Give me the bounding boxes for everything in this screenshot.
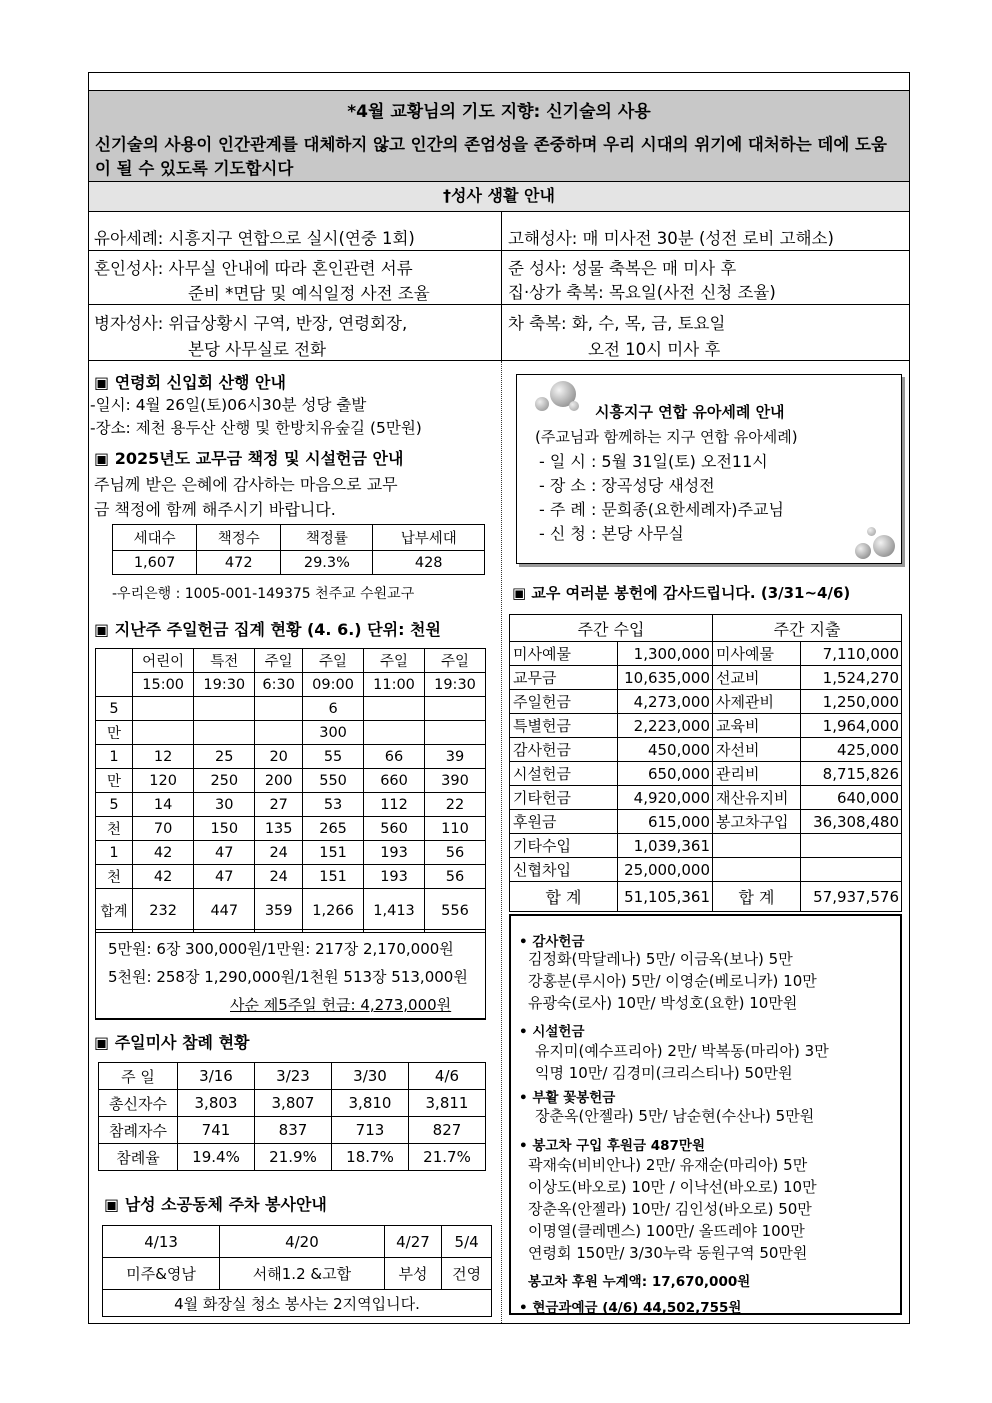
collection-cell [364,721,425,745]
dues-value: 472 [197,551,281,575]
collection-cell [425,697,486,721]
blessing-info-line1: 준 성사: 성물 축복은 매 미사 후 [508,259,737,278]
collection-col-time: 09:00 [303,673,364,697]
collection-col-time: 19:30 [194,673,255,697]
collection-cell: 660 [364,769,425,793]
sacrament-guide-title: †성사 생활 안내 [89,182,909,212]
collection-total: 232 [133,889,194,933]
prayer-intention-title: *4월 교황님의 기도 지향: 신기술의 사용 [347,102,651,122]
sick-info-line1: 병자성사: 위급상황시 구역, 반장, 연령회장, [94,314,408,333]
service-group: 서해1.2 &고합 [220,1258,385,1290]
attendance-header: 3/23 [255,1063,332,1090]
income-amount: 2,223,000 [618,714,713,738]
collection-cell [133,697,194,721]
collection-cell: 193 [364,865,425,889]
income-amount: 1,039,361 [618,834,713,858]
collection-cell: 56 [425,841,486,865]
collection-summary-2: 5천원: 258장 1,290,000원/1천원 513장 513,000원 [108,968,468,986]
expense-amount: 1,250,000 [801,690,902,714]
collection-cell: 200 [255,769,303,793]
income-label: 신협차입 [510,858,618,882]
income-amount: 4,920,000 [618,786,713,810]
marriage-info-line1: 혼인성사: 사무실 안내에 따라 혼인관련 서류 [94,259,413,278]
attendance-cell: 827 [409,1117,486,1144]
collection-col-time: 19:30 [425,673,486,697]
collection-cell: 550 [303,769,364,793]
facility-line: 익명 10만/ 김경미(크리스티나) 50만원 [535,1064,793,1082]
collection-cell [364,697,425,721]
expense-label: 사제관비 [713,690,801,714]
income-amount: 615,000 [618,810,713,834]
collection-cell: 14 [133,793,194,817]
baptism-notice-title: 시흥지구 연합 유아세례 안내 [595,403,785,421]
attendance-cell: 18.7% [332,1144,409,1171]
collection-row-label: 만 [96,721,133,745]
hike-date: -일시: 4월 26일(토)06시30분 성당 출발 [90,396,367,414]
service-table [102,1225,492,1317]
collection-summary-3: 사순 제5주일 헌금: 4,273,000원 [230,996,452,1014]
hike-title: ▣ 연령회 신입회 산행 안내 [94,373,286,392]
collection-summary-box [95,929,486,1020]
attendance-cell: 713 [332,1117,409,1144]
income-total: 51,105,361 [618,882,713,912]
collection-cell: 53 [303,793,364,817]
collection-cell: 390 [425,769,486,793]
collection-cell: 150 [194,817,255,841]
collection-col-time: 6:30 [255,673,303,697]
collection-cell: 55 [303,745,364,769]
marriage-info-line2: 준비 *면담 및 예식일정 사전 조율 [188,284,430,303]
expense-label [713,858,801,882]
dues-value: 1,607 [113,551,197,575]
collection-cell: 560 [364,817,425,841]
collection-row-label: 5 [96,697,133,721]
infant-baptism-info: 유아세례: 시흥지구 연합으로 실시(연중 1회) [94,229,415,248]
collection-cell: 265 [303,817,364,841]
collection-cell: 193 [364,841,425,865]
collection-cell: 110 [425,817,486,841]
finance-table [509,614,902,912]
collection-cell: 47 [194,841,255,865]
collection-cell: 6 [303,697,364,721]
expense-header: 주간 지출 [713,615,902,642]
collection-cell: 66 [364,745,425,769]
collection-summary-1: 5만원: 6장 300,000원/1만원: 217장 2,170,000원 [108,940,454,958]
expense-label: 관리비 [713,762,801,786]
collection-cell [255,721,303,745]
dues-value: 29.3% [281,551,373,575]
baptism-notice-item: - 일 시 : 5월 31일(토) 오전11시 [539,452,768,471]
attendance-row-label: 참례자수 [99,1117,178,1144]
confession-info: 고해성사: 매 미사전 30분 (성전 로비 고해소) [508,229,834,248]
dues-table [112,524,485,575]
attendance-cell: 3,807 [255,1090,332,1117]
car-blessing-line1: 차 축복: 화, 수, 목, 금, 토요일 [508,314,726,333]
facility-title: • 시설헌금 [519,1024,585,1040]
collection-cell: 42 [133,841,194,865]
attendance-header: 3/30 [332,1063,409,1090]
collection-col-name: 주일 [303,649,364,673]
expense-amount: 36,308,480 [801,810,902,834]
collection-row-label: 천 [96,865,133,889]
attendance-cell: 21.9% [255,1144,332,1171]
attendance-header: 주 일 [99,1063,178,1090]
collection-row-label: 1 [96,841,133,865]
expense-label: 봉고차구입 [713,810,801,834]
collection-col-name: 주일 [364,649,425,673]
collection-col-time: 15:00 [133,673,194,697]
expense-amount: 425,000 [801,738,902,762]
expense-amount: 640,000 [801,786,902,810]
sick-info-line2: 본당 사무실로 전화 [188,340,327,359]
income-label: 특별헌금 [510,714,618,738]
baptism-notice-item: - 신 청 : 본당 사무실 [539,524,684,543]
attendance-table [98,1062,486,1171]
expense-label: 재산유지비 [713,786,801,810]
baptism-notice-item: - 장 소 : 장곡성당 새성전 [539,476,715,495]
income-label: 기타헌금 [510,786,618,810]
income-label: 시설헌금 [510,762,618,786]
attendance-row-label: 총신자수 [99,1090,178,1117]
van-donation-line: 곽재숙(비비안나) 2만/ 유재순(마리아) 5만 [528,1156,808,1174]
collection-cell: 151 [303,841,364,865]
collection-total: 1,266 [303,889,364,933]
attendance-title: ▣ 주일미사 참례 현황 [94,1033,250,1052]
collection-cell: 20 [255,745,303,769]
dues-title: ▣ 2025년도 교무금 책정 및 시설헌금 안내 [94,449,404,468]
finance-title: ▣ 교우 여러분 봉헌에 감사드립니다. (3/31~4/6) [512,584,851,602]
collection-row-label: 만 [96,769,133,793]
service-date: 5/4 [442,1226,492,1258]
collection-total: 1,413 [364,889,425,933]
attendance-header: 3/16 [178,1063,255,1090]
income-amount: 1,300,000 [618,642,713,666]
collection-row-label: 1 [96,745,133,769]
income-amount: 4,273,000 [618,690,713,714]
collection-cell: 47 [194,865,255,889]
expense-amount [801,834,902,858]
baptism-notice-box [516,374,902,564]
baptism-notice-item: - 주 례 : 문희종(요한세례자)주교님 [539,500,784,519]
thanks-line: 유광숙(로사) 10만/ 박성호(요한) 10만원 [528,994,798,1012]
baptism-notice-subtitle: (주교님과 함께하는 지구 연합 유아세례) [535,428,798,446]
income-label: 미사예물 [510,642,618,666]
collection-cell: 120 [133,769,194,793]
collection-cell: 30 [194,793,255,817]
car-blessing-line2: 오전 10시 미사 후 [588,340,721,359]
van-donation-title: • 봉고차 구입 후원금 487만원 [519,1138,706,1154]
income-label: 후원금 [510,810,618,834]
collection-cell: 25 [194,745,255,769]
service-group: 부성 [384,1258,442,1290]
expense-total-label: 합 계 [713,882,801,912]
collection-cell: 22 [425,793,486,817]
collection-col-name: 주일 [255,649,303,673]
service-group: 미주&영남 [103,1258,220,1290]
dues-header: 납부세대 [373,525,485,551]
attendance-cell: 837 [255,1117,332,1144]
blessing-info-line2: 집·상가 축복: 목요일(사전 신청 조율) [508,283,776,302]
donors-box [509,914,902,1315]
attendance-header: 4/6 [409,1063,486,1090]
income-label: 주일헌금 [510,690,618,714]
collection-total: 447 [194,889,255,933]
collection-cell [194,697,255,721]
dues-header: 책정수 [197,525,281,551]
collection-total: 359 [255,889,303,933]
collection-total: 556 [425,889,486,933]
collection-cell: 56 [425,865,486,889]
attendance-cell: 21.7% [409,1144,486,1171]
expense-amount [801,858,902,882]
income-amount: 10,635,000 [618,666,713,690]
collection-total-label: 합계 [96,889,133,933]
collection-row-label: 5 [96,793,133,817]
attendance-cell: 741 [178,1117,255,1144]
collection-col-time: 11:00 [364,673,425,697]
collection-cell: 27 [255,793,303,817]
attendance-cell: 3,803 [178,1090,255,1117]
van-donation-total: 봉고차 후원 누계액: 17,670,000원 [528,1274,751,1290]
collection-cell: 70 [133,817,194,841]
expense-label: 선교비 [713,666,801,690]
attendance-cell: 3,810 [332,1090,409,1117]
attendance-cell: 19.4% [178,1144,255,1171]
van-donation-line: 이명열(클레멘스) 100만/ 올뜨레야 100만 [528,1222,805,1240]
income-total-label: 합 계 [510,882,618,912]
dues-header: 책정률 [281,525,373,551]
income-amount: 25,000,000 [618,858,713,882]
income-header: 주간 수입 [510,615,713,642]
collection-cell: 135 [255,817,303,841]
service-date: 4/27 [384,1226,442,1258]
income-label: 기타수입 [510,834,618,858]
collection-table [95,648,486,933]
expense-label: 자선비 [713,738,801,762]
income-label: 감사헌금 [510,738,618,762]
hike-place: -장소: 제천 용두산 산행 및 한방치유숲길 (5만원) [90,419,422,437]
cash-balance: • 현금과예금 (4/6) 44,502,755원 [519,1300,742,1316]
facility-line: 유지미(예수프리아) 2만/ 박복동(마리아) 3만 [535,1042,829,1060]
collection-cell [194,721,255,745]
collection-cell: 39 [425,745,486,769]
collection-row-label: 천 [96,817,133,841]
easter-flower-title: • 부활 꽃봉헌금 [519,1090,616,1106]
prayer-intention-body: 신기술의 사용이 인간관계를 대체하지 않고 인간의 존엄성을 존중하며 우리 시대의 위기에 대처하는 데에 도움이 될 수 있도록 기도합시다 [95,135,887,178]
expense-amount: 1,524,270 [801,666,902,690]
income-amount: 650,000 [618,762,713,786]
expense-amount: 8,715,826 [801,762,902,786]
expense-label: 미사예물 [713,642,801,666]
dues-value: 428 [373,551,485,575]
van-donation-line: 장춘옥(안젤라) 10만/ 김인성(바오로) 50만 [528,1200,812,1218]
bank-account: -우리은행 : 1005-001-149375 천주교 수원교구 [112,586,415,602]
van-donation-line: 연령회 150만/ 3/30누락 동원구역 50만원 [528,1244,808,1262]
collection-cell: 42 [133,865,194,889]
collection-cell: 250 [194,769,255,793]
prayer-intention-banner [89,90,909,182]
collection-cell: 112 [364,793,425,817]
collection-col-name: 특전 [194,649,255,673]
thanks-line: 강홍분(루시아) 5만/ 이영순(베로니카) 10만 [528,972,817,990]
collection-title: ▣ 지난주 주일헌금 집계 현황 (4. 6.) 단위: 천원 [94,620,441,639]
collection-cell: 300 [303,721,364,745]
collection-cell: 24 [255,841,303,865]
service-group: 건영 [442,1258,492,1290]
attendance-cell: 3,811 [409,1090,486,1117]
expense-amount: 7,110,000 [801,642,902,666]
collection-cell: 12 [133,745,194,769]
dues-line1: 주님께 받은 은혜에 감사하는 마음으로 교무 [94,475,398,494]
dues-line2: 금 책정에 함께 해주시기 바랍니다. [94,500,336,519]
expense-total: 57,937,576 [801,882,902,912]
service-title: ▣ 남성 소공동체 주차 봉사안내 [104,1195,327,1214]
easter-flower-line: 장춘옥(안젤라) 5만/ 남순현(수산나) 5만원 [535,1107,815,1125]
income-amount: 450,000 [618,738,713,762]
service-date: 4/13 [103,1226,220,1258]
attendance-row-label: 참례율 [99,1144,178,1171]
expense-amount: 1,964,000 [801,714,902,738]
dues-header: 세대수 [113,525,197,551]
expense-label [713,834,801,858]
thanks-line: 김정화(막달레나) 5만/ 이금옥(보나) 5만 [528,950,793,968]
collection-col-name: 어린이 [133,649,194,673]
van-donation-line: 이상도(바오로) 10만 / 이낙선(바오로) 10만 [528,1178,817,1196]
thanks-title: • 감사헌금 [519,934,585,950]
collection-cell [255,697,303,721]
income-label: 교무금 [510,666,618,690]
collection-cell: 24 [255,865,303,889]
service-note: 4월 화장실 청소 봉사는 2지역입니다. [103,1290,492,1317]
collection-cell [133,721,194,745]
collection-col-name: 주일 [425,649,486,673]
service-date: 4/20 [220,1226,385,1258]
collection-cell: 151 [303,865,364,889]
collection-cell [425,721,486,745]
expense-label: 교육비 [713,714,801,738]
